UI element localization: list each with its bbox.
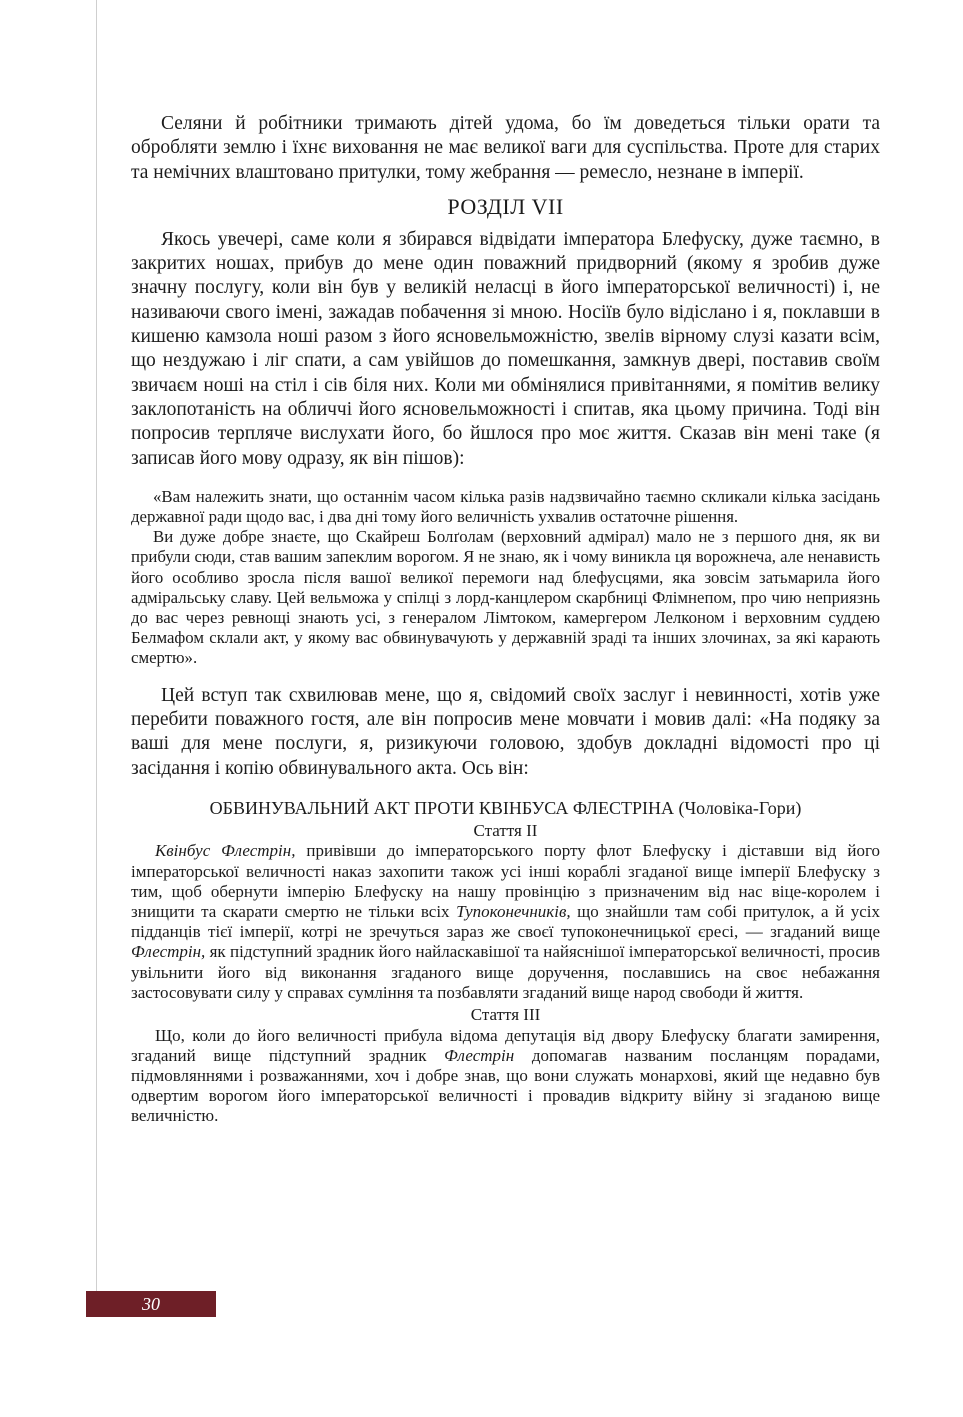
- act-title: ОБВИНУВАЛЬНИЙ АКТ ПРОТИ КВІНБУСА ФЛЕСТРІНА (Чоловіка-Гори): [209, 797, 802, 818]
- article-3-text-b: допомагав названим посланцям порадами, підмовляннями і розважаннями, хоч і добре знав, що вони служать монархові, який ще недавно був одвертим ворогом його імператорської величності і провадив відкриту війну зі згаданою вище величністю.: [131, 1045, 880, 1126]
- paragraph-intro: Селяни й робітники тримають дітей удома, бо їм доведеться тільки орати та обробляти землю і їхнє виховання не має великої ваги для суспільства. Проте для старих та немічних влаштовано притулки, тому жебрання — ремесло, незнане в імперії.: [131, 113, 880, 183]
- article-2-text-b: що знайшли там собі притулок, а й усіх підданців тієї імперії, котрі не зречуться зараз же своєї тупоконечницької єресі, — згаданий вище: [131, 901, 880, 942]
- paragraph-2: Цей вступ так схвилював мене, що я, свідомий своїх заслуг і невинності, хотів уже перебити поважного гостя, але він попросив мене мовчати і мовив далі: «На подяку за ваші для мене послуги, я, ризикуючи головою, здобув докладні відомості про ці засідання і копію обвинувального акта. Ось він:: [131, 684, 880, 779]
- margin-rule: [96, 0, 97, 1300]
- article-3-text-a: Що, коли до його величності прибула відома депутація від двору Блефуску благати замирення, згаданий вище підступний зрадник: [131, 1025, 880, 1065]
- page-number-badge: [86, 1291, 216, 1317]
- article-2-text-c: як підступний зрадник його найласкавішої та найяснішої імператорської величності, просив увільнити його від виконання згаданого вище доручення, пославшись на своє небажання застосовувати силу у справах сумління та позбавляти згаданий вище народ свободи й життя.: [131, 942, 880, 1002]
- quote-paragraph-1: «Вам належить знати, що останнім часом кілька разів надзвичайно таємно скликали кілька засідань державної ради щодо вас, і два дні тому його величність ухвалив остаточне рішення.: [131, 486, 880, 527]
- article-3-text: [131, 1026, 880, 1127]
- quote-block: [131, 487, 880, 669]
- paragraph-1: Якось увечері, саме коли я збирався відвідати імператора Блефуску, дуже таємно, в закритих ношах, прибув до мене один поважний придворний (якому я зробив дуже значну послугу, коли він був у великій неласці в його імператорської величності) і, не називаючи свого імені, зажадав побачення зі мною. Носіїв було відіслано і я, поклавши в кишеню камзола ноші разом з його ясновельможністю, звелів вірному слузі казати всім, що нездужаю і ліг спати, а сам увійшов до помешкання, замкнув двері, поставив своїм звичаєм ноші на стіл і сів біля них. Коли ми обмінялися привітаннями, я помітив велику заклопотаність на обличчі його ясновельможності і спитав, яка цьому причина. Тоді він попросив терпляче вислухати його, бо йшлося про моє життя. Сказав він мені таке (я записав його мову одразу, як він пішов):: [131, 228, 880, 469]
- article-2-name: Квінбус Флестрін,: [155, 841, 296, 861]
- article-2-text: [131, 841, 880, 1003]
- quote-paragraph-2: Ви дуже добре знаєте, що Скайреш Болґолам (верховний адмірал) мало не з першого дня, як ви прибули сюди, став вашим запеклим ворогом. Я не знаю, як і чому виникла ця ворожнеча, але ненависть його особливо зросла після вашої великої перемоги над блефусцями, яка зовсім затьмарила його адміральську славу. Цей вельможа у спілці з лорд-канцлером скарбниці Флімнепом, про чию неприязнь до вас через ревнощі знають усі, з генералом Лімтоком, камергером Лелконом і верховним суддею Белмафом склали акт, у якому вас обвинувачують у державній зраді та інших злочинах, за які карають смертю».: [131, 527, 880, 668]
- page-number: 30: [142, 1294, 160, 1314]
- article-2-em-3: Флестрін,: [131, 942, 206, 962]
- article-2-title: Стаття II: [473, 820, 538, 840]
- article-3-em: Флестрін: [444, 1045, 515, 1065]
- chapter-title: РОЗДІЛ VII: [447, 193, 564, 219]
- page-content: [131, 112, 880, 1127]
- article-2-text-a: привівши до імператорського порту флот Блефуску і діставши від його імператорської величності наказ захопити також усі інші кораблі згаданої вище імперії Блефуску з тим, щоб обернути імперію Блефуску на нашу провінцію з призначеним від нас віце-королем і знищити та скарати смертю не тільки всіх: [131, 841, 880, 921]
- article-2-em-2: Тупоконечників,: [456, 901, 571, 921]
- article-3-title: Стаття III: [470, 1005, 541, 1024]
